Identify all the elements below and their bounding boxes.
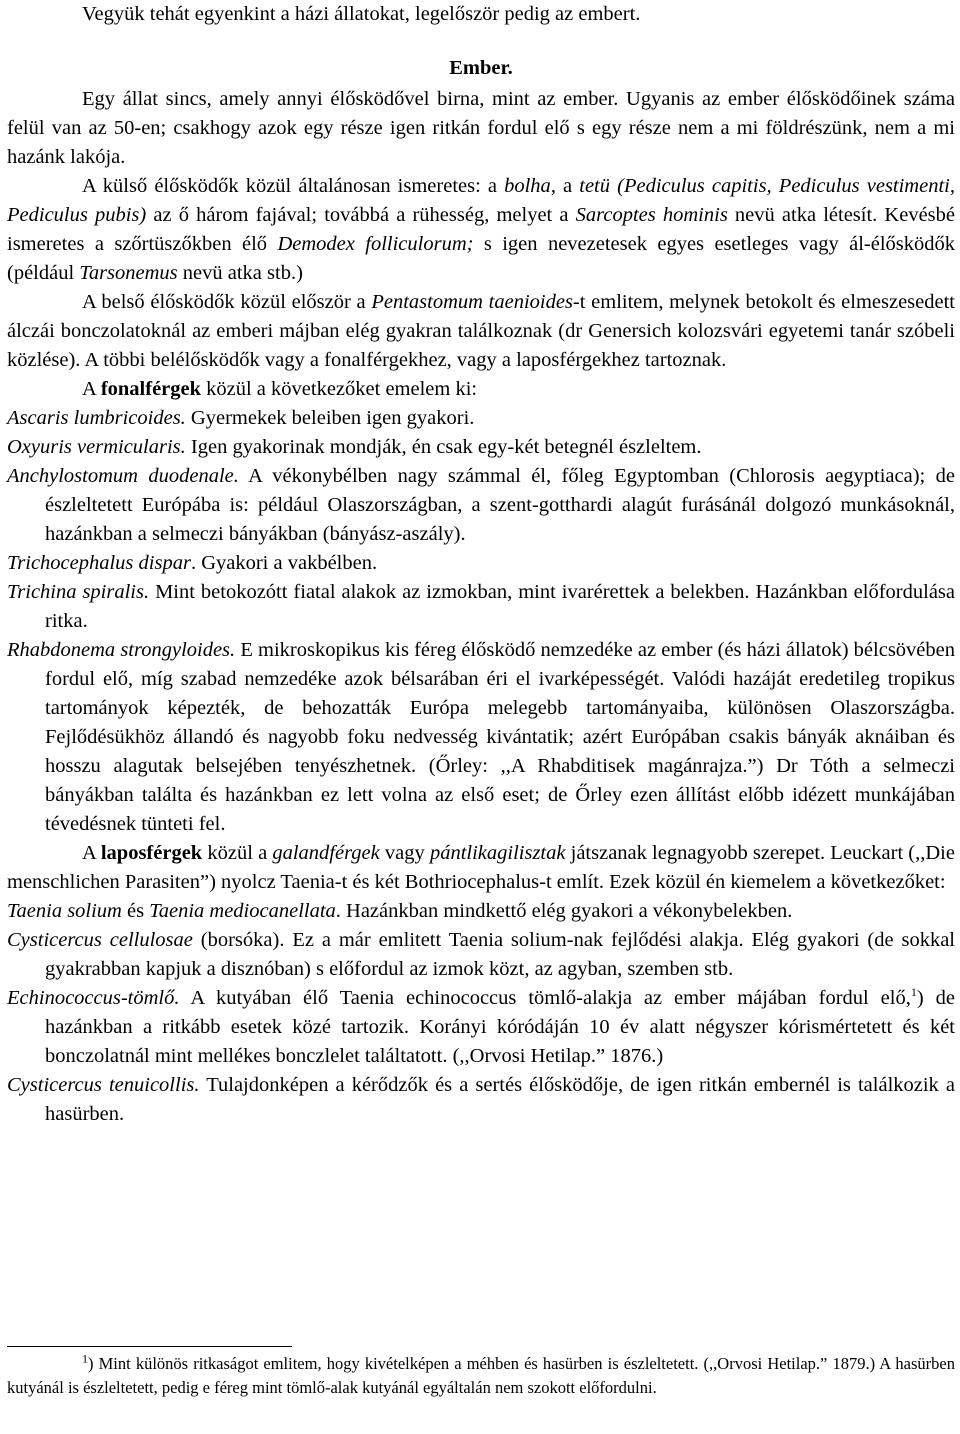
section-heading: Ember. xyxy=(449,57,513,79)
entry-cysticercus-tenuicollis: Cysticercus tenuicollis. Tulajdonképen a kérődzők és a sertés élősködője, de igen ritkán embernél is találkozik a hasürben. xyxy=(7,1074,955,1125)
entry-echinococcus: Echinococcus-tömlő. A kutyában élő Taenia echinococcus tömlő-alakja az ember májában fordul elő,$^1$) de hazánkban a ritkább esetek közé tartozik. Korányi kóródáján 10 év alatt négyszer kórismértetett és két bonczolatnál mint mellékes bonczlelet találtatott. (,,Orvosi Hetilap.” 1876.) xyxy=(7,985,955,1067)
entry-oxyuris: Oxyuris vermicularis. Igen gyakorinak mondják, én csak egy-két betegnél észleltem. xyxy=(7,436,702,458)
entry-cysticercus-cellulosae: Cysticercus cellulosae (borsóka). Ez a már emlitett Taenia solium-nak fejlődési alakja. Elég gyakori (de sokkal gyakrabban kapjuk a disznóban) s előfordul az izmok közt, az agyban, szemben stb. xyxy=(7,929,956,980)
entry-anchylostomum: Anchylostomum duodenale. A vékonybélben nagy számmal él, főleg Egyptomban (Chlorosis aegyptiaca); de észleltetett Európába is: például Olaszországban, a szent-gotthardi alagút furásánál dolgozó munkásoknál, hazánkban a selmeczi bányákban (bányász-aszály). xyxy=(7,465,956,545)
entry-rhabdonema: Rhabdonema strongyloides. E mikroskopikus kis féreg élősködő nemzedéke az ember (és házi állatok) bélcsövében fordul elő, míg szabad nemzedéke azok bélsarában éri el ivarképességét. Valódi hazáját eredetileg tropikus tartományok képezték, de behozatták Európa melegebb tartományaiba, különösen Olaszországba. Fejlődésükhöz állandó és nagyobb foku nedvesség kivántatik; azért Európában csakis bányák aknáiban és hosszu alagutak belsejében tenyészhetnek. (Őrley: ,,A Rhabditisek magánrajza.”) Dr Tóth a selmeczi bányákban találta és hazánkban ez lett volna az első eset; de Őrley ezen állítást előbb idézett munkájában tévedésnek tünteti fel. xyxy=(7,639,955,835)
paragraph-roundworms-intro: A fonalférgek közül a következőket emelem ki: xyxy=(82,378,478,400)
entry-trichina: Trichina spiralis. Mint betokozótt fiatal alakok az izmokban, mint ivarérettek a belekben. Hazánkban előfordulása ritka. xyxy=(7,581,955,632)
document-page xyxy=(7,0,955,1129)
footnote-text: ) Mint különös ritkaságot emlitem, hogy kivételképen a méhben és hasürben is észleltetett. (,,Orvosi Hetilap.” 1879.) A hasürben kutyánál is észleltetett, pedig e féreg mint tömlő-alak kutyánál egyáltalán nem szokott előfordulni. xyxy=(7,1354,955,1397)
entry-ascaris: Ascaris lumbricoides. Gyermekek beleiben igen gyakori. xyxy=(7,407,475,429)
paragraph-external-parasites: A külső élősködők közül általánosan ismeretes: a bolha, a tetü (Pediculus capitis, Pediculus vestimenti, Pediculus pubis) az ő három fajával; továbbá a rühesség, melyet a Sarcoptes hominis nevü atka létesít. Kevésbé ismeretes a szőrtüszőkben élő Demodex folliculorum; s igen nevezetesek egyes esetleges vagy ál-élősködők (például Tarsonemus nevü atka stb.) xyxy=(7,175,956,284)
paragraph-overview: Egy állat sincs, amely annyi élősködővel birna, mint az ember. Ugyanis az ember élősködőinek száma felül van az 50-en; csakhogy azok egy része igen ritkán fordul elő s egy része nem a mi földrészünk, nem a mi hazánk lakója. xyxy=(7,88,955,168)
intro-paragraph: Vegyük tehát egyenkint a házi állatokat, legelőször pedig az embert. xyxy=(82,3,641,25)
paragraph-internal-parasites: A belső élősködők közül először a Pentastomum taenioides-t emlitem, melynek betokolt és elmeszesedett álczái bonczolatoknál az emberi májban elég gyakran találkoznak (dr Genersich kolozsvári egyetemi tanár szóbeli közlése). A többi belélősködők vagy a fonalférgekhez, vagy a laposférgekhez tartoznak. xyxy=(7,291,955,371)
entry-taenia: Taenia solium és Taenia mediocanellata. Hazánkban mindkettő elég gyakori a vékonybelekben. xyxy=(7,900,793,922)
footnote-reference: 1 xyxy=(910,985,917,1000)
footnote-divider xyxy=(7,1346,292,1347)
footnote xyxy=(7,1352,955,1400)
paragraph-flatworms: A laposférgek közül a galandférgek vagy pántlikagilisztak játszanak legnagyobb szerepet. Leuckart (,,Die menschlichen Parasiten”) nyolcz Taenia-t és két Bothriocephalus-t említ. Ezek közül én kiemelem a következőket: xyxy=(7,842,955,893)
footnote-marker: 1 xyxy=(82,1351,88,1366)
entry-trichocephalus: Trichocephalus dispar. Gyakori a vakbélben. xyxy=(7,552,378,574)
